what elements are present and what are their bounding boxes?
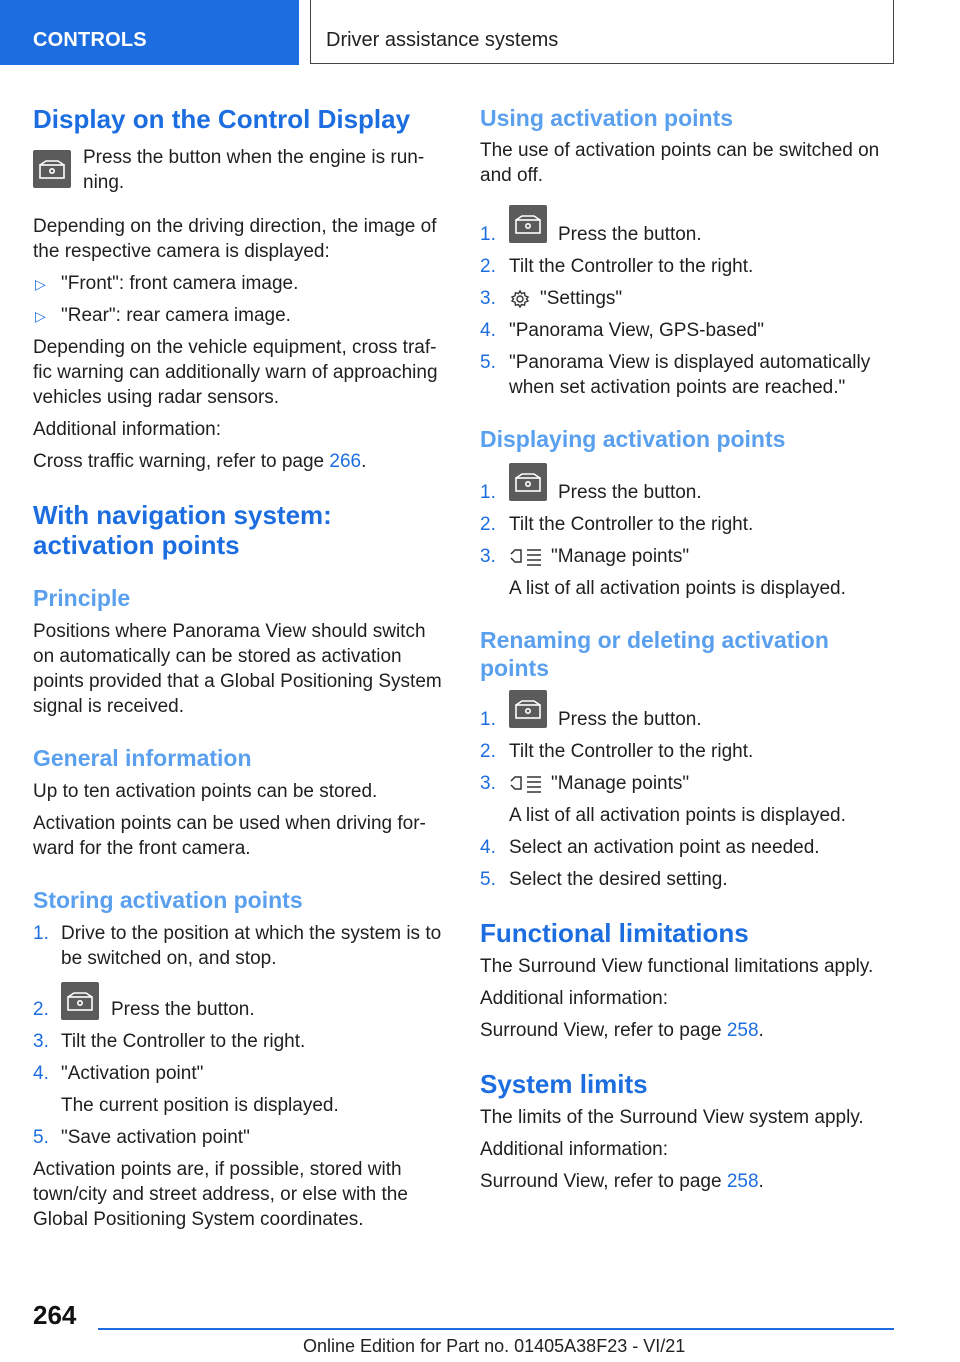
stored-1: Activation points are, if possible, stored with xyxy=(33,1159,402,1180)
equip-3: vehicles using radar sensors. xyxy=(33,387,280,408)
ref-text: Surround View, refer to page xyxy=(480,1171,727,1192)
chapter-label: Driver assistance systems xyxy=(326,29,559,51)
step-4b: The current position is displayed. xyxy=(61,1095,339,1116)
r-step-5: Select the desired setting. xyxy=(509,869,728,890)
equip-2: fic warning can additionally warn of approaching xyxy=(33,362,438,383)
step-number: 2. xyxy=(480,741,496,762)
manage-points-icon xyxy=(509,546,543,573)
section-tab xyxy=(0,0,299,65)
nav-title-2: activation points xyxy=(33,530,240,560)
camera-button-icon xyxy=(33,150,71,188)
u-step-3: "Settings" xyxy=(540,288,623,309)
page-link-258[interactable]: 258 xyxy=(726,1020,759,1041)
step-2: Press the button. xyxy=(111,999,255,1020)
step-number: 3. xyxy=(480,288,496,309)
general-1: Up to ten activation points can be stored. xyxy=(33,781,378,802)
renaming-title-2: points xyxy=(480,655,549,681)
edition-text: Online Edition for Part no. 01405A38F23 - VI/21 xyxy=(303,1336,686,1356)
step-number: 1. xyxy=(480,482,496,503)
step-number: 1. xyxy=(480,224,496,245)
r-step-1: Press the button. xyxy=(558,709,702,730)
step-number: 1. xyxy=(33,923,49,944)
page-number: 264 xyxy=(33,1300,77,1330)
u-step-2: Tilt the Controller to the right. xyxy=(509,256,754,277)
step-3: Tilt the Controller to the right. xyxy=(61,1031,306,1052)
ref-suffix: . xyxy=(758,1020,764,1041)
system-limits-title: System limits xyxy=(480,1069,648,1099)
step-number: 5. xyxy=(480,352,496,373)
press-text-1: Press the button when the engine is run- xyxy=(83,147,425,168)
functional-1: The Surround View functional limitations apply. xyxy=(480,956,874,977)
stored-3: Global Positioning System coordinates. xyxy=(33,1209,364,1230)
bullet-rear: "Rear": rear camera image. xyxy=(61,305,291,326)
step-number: 3. xyxy=(480,546,496,567)
using-2: and off. xyxy=(480,165,544,186)
footer-divider xyxy=(98,1328,894,1330)
r-step-3b: A list of all activation points is displayed. xyxy=(509,805,846,826)
press-text-2: ning. xyxy=(83,172,125,193)
ref-text: Surround View, refer to page xyxy=(480,1020,727,1041)
u-step-5a: "Panorama View is displayed automatically xyxy=(509,352,871,373)
system-ref xyxy=(480,1169,764,1194)
system-add: Additional information: xyxy=(480,1139,668,1160)
r-step-2: Tilt the Controller to the right. xyxy=(509,741,754,762)
depending-2: the respective camera is displayed: xyxy=(33,241,330,262)
principle-1: Positions where Panorama View should switch xyxy=(33,621,426,642)
using-title: Using activation points xyxy=(480,105,734,131)
camera-button-icon xyxy=(61,982,99,1020)
u-step-1: Press the button. xyxy=(558,224,702,245)
bullet-triangle-icon: ▷ xyxy=(35,308,46,324)
step-5: "Save activation point" xyxy=(61,1127,250,1148)
system-1: The limits of the Surround View system apply. xyxy=(480,1107,864,1128)
d-step-3: "Manage points" xyxy=(551,546,690,567)
step-number: 4. xyxy=(480,837,496,858)
gear-icon xyxy=(509,289,531,314)
camera-button-icon xyxy=(509,463,547,501)
functional-ref xyxy=(480,1018,764,1043)
u-step-5b: when set activation points are reached." xyxy=(509,377,846,398)
step-number: 4. xyxy=(33,1063,49,1084)
step-1b: be switched on, and stop. xyxy=(61,948,277,969)
ref-suffix: . xyxy=(758,1171,764,1192)
r-step-4: Select an activation point as needed. xyxy=(509,837,820,858)
storing-title: Storing activation points xyxy=(33,887,303,913)
principle-4: signal is received. xyxy=(33,696,185,717)
additional-info-label: Additional information: xyxy=(33,419,221,440)
chapter-tab xyxy=(310,0,894,64)
cross-traffic-ref xyxy=(33,449,366,474)
general-2: Activation points can be used when driving for- xyxy=(33,813,426,834)
u-step-4: "Panorama View, GPS-based" xyxy=(509,320,764,341)
manage-points-icon xyxy=(509,773,543,800)
general-title: General information xyxy=(33,745,252,771)
step-number: 2. xyxy=(480,256,496,277)
d-step-2: Tilt the Controller to the right. xyxy=(509,514,754,535)
step-number: 2. xyxy=(480,514,496,535)
general-3: ward for the front camera. xyxy=(33,838,251,859)
step-4: "Activation point" xyxy=(61,1063,204,1084)
functional-add: Additional information: xyxy=(480,988,668,1009)
display-title: Display on the Control Display xyxy=(33,104,411,134)
ref-suffix: . xyxy=(361,451,367,472)
r-step-3: "Manage points" xyxy=(551,773,690,794)
bullet-triangle-icon: ▷ xyxy=(35,276,46,292)
step-number: 1. xyxy=(480,709,496,730)
step-number: 5. xyxy=(480,869,496,890)
equip-1: Depending on the vehicle equipment, cross traf- xyxy=(33,337,437,358)
step-number: 3. xyxy=(480,773,496,794)
page-link-266[interactable]: 266 xyxy=(329,451,362,472)
functional-title: Functional limitations xyxy=(480,918,749,948)
step-number: 2. xyxy=(33,999,49,1020)
page-link-258[interactable]: 258 xyxy=(726,1171,759,1192)
step-number: 3. xyxy=(33,1031,49,1052)
step-number: 5. xyxy=(33,1127,49,1148)
principle-title: Principle xyxy=(33,585,131,611)
step-1a: Drive to the position at which the system is to xyxy=(61,923,442,944)
d-step-3b: A list of all activation points is displayed. xyxy=(509,578,846,599)
using-1: The use of activation points can be switched on xyxy=(480,140,880,161)
camera-button-icon xyxy=(509,690,547,728)
camera-button-icon xyxy=(509,205,547,243)
d-step-1: Press the button. xyxy=(558,482,702,503)
displaying-title: Displaying activation points xyxy=(480,426,786,452)
stored-2: town/city and street address, or else with the xyxy=(33,1184,408,1205)
renaming-title-1: Renaming or deleting activation xyxy=(480,627,829,653)
depending-1: Depending on the driving direction, the image of xyxy=(33,216,437,237)
ref-text: Cross traffic warning, refer to page xyxy=(33,451,330,472)
principle-3: points provided that a Global Positioning System xyxy=(33,671,442,692)
section-label: CONTROLS xyxy=(33,29,147,51)
step-number: 4. xyxy=(480,320,496,341)
bullet-front: "Front": front camera image. xyxy=(61,273,299,294)
principle-2: on automatically can be stored as activation xyxy=(33,646,402,667)
nav-title-1: With navigation system: xyxy=(33,500,332,530)
